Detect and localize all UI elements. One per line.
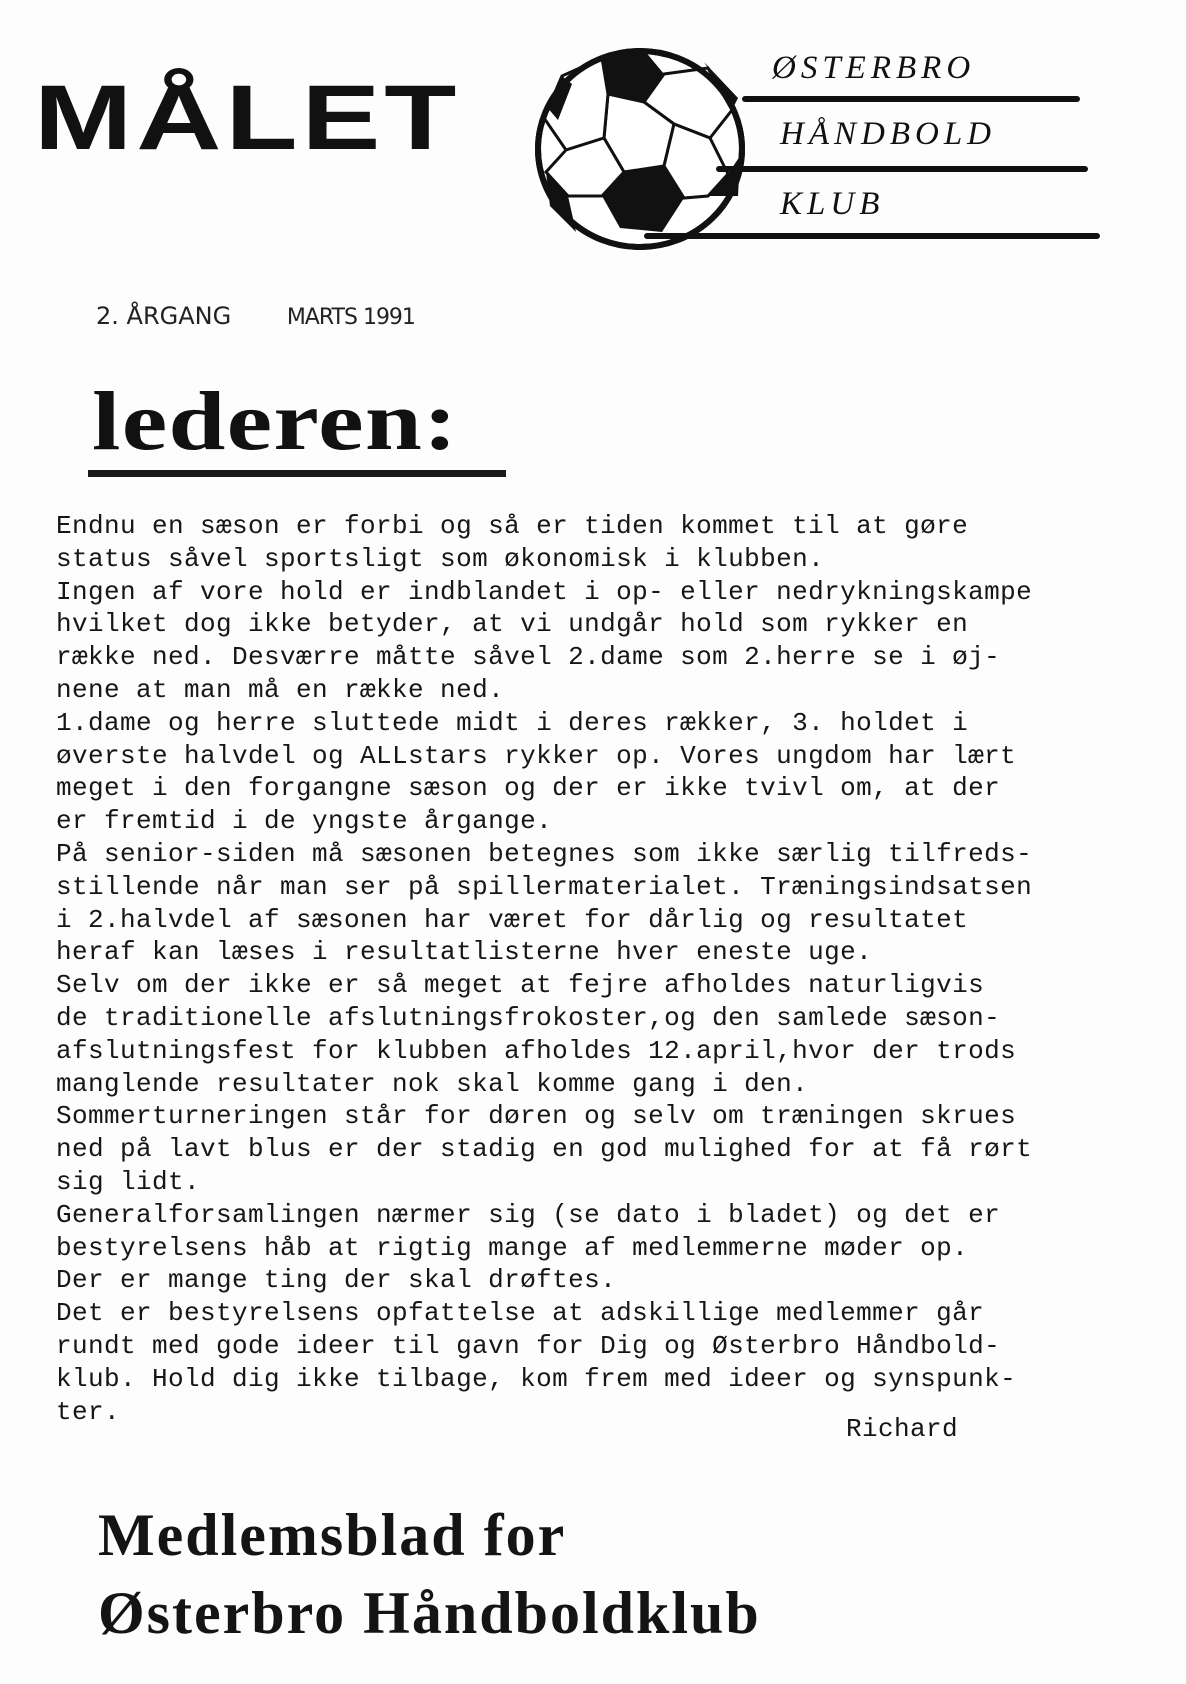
article-line: Der er mange ting der skal drøftes. — [56, 1265, 617, 1296]
club-name-line-3: KLUB — [780, 186, 885, 222]
masthead-title: MÅLET — [34, 66, 461, 170]
article-line: Sommerturneringen står for døren og selv om træningen skrues — [56, 1101, 1017, 1132]
article-line: status såvel sportsligt som økonomisk i klubben. — [56, 543, 825, 574]
article-line: er fremtid i de yngste årgange. — [56, 806, 553, 837]
article-line: ter. — [56, 1396, 121, 1427]
article-line: stillende når man ser på spillermaterialet. Træningsindsatsen — [56, 871, 1033, 902]
divider — [742, 96, 1080, 102]
club-name-block — [630, 50, 1110, 250]
article-body — [56, 510, 1146, 1428]
article-line: Selv om der ikke er så meget at fejre afholdes naturligvis — [56, 970, 985, 1001]
issue-date: MARTS 1991 — [286, 305, 415, 330]
article-line: sig lidt. — [56, 1166, 201, 1197]
club-name-line-2: HÅNDBOLD — [780, 116, 997, 152]
article-line: afslutningsfest for klubben afholdes 12.april,hvor der trods — [56, 1035, 1017, 1066]
article-line: nene at man må en række ned. — [56, 674, 505, 705]
article-line: 1.dame og herre sluttede midt i deres rækker, 3. holdet i — [56, 707, 969, 738]
article-line: ned på lavt blus er der stadig en god mulighed for at få rørt — [56, 1134, 1033, 1165]
footer-title — [98, 1496, 761, 1652]
article-line: Det er bestyrelsens opfattelse at adskillige medlemmer går — [56, 1298, 985, 1329]
article-line: i 2.halvdel af sæsonen har været for dårlig og resultatet — [56, 904, 969, 935]
article-heading: lederen: — [92, 375, 459, 468]
divider — [644, 233, 1100, 239]
article-signature: Richard — [846, 1414, 959, 1444]
article-line: rundt med gode ideer til gavn for Dig og Østerbro Håndbold- — [56, 1330, 1001, 1361]
article-line: klub. Hold dig ikke tilbage, kom frem med ideer og synspunk- — [56, 1363, 1017, 1394]
article-line: bestyrelsens håb at rigtig mange af medlemmerne møder op. — [56, 1232, 969, 1263]
issue-volume: 2. ÅRGANG — [96, 302, 232, 330]
footer-title-line-2: Østerbro Håndboldklub — [98, 1580, 761, 1646]
issue-info — [96, 302, 463, 330]
divider — [716, 166, 1088, 172]
article-line: række ned. Desværre måtte såvel 2.dame som 2.herre se i øj- — [56, 642, 1001, 673]
heading-underline — [88, 470, 506, 477]
footer-title-line-1: Medlemsblad for — [98, 1502, 567, 1568]
article-line: meget i den forgangne sæson og der er ikke tvivl om, at der — [56, 773, 1001, 804]
article-line: Ingen af vore hold er indblandet i op- eller nedrykningskampe — [56, 576, 1033, 607]
article-line: Endnu en sæson er forbi og så er tiden kommet til at gøre — [56, 511, 969, 541]
article-line: På senior-siden må sæsonen betegnes som ikke særlig tilfreds- — [56, 838, 1033, 869]
article-line: manglende resultater nok skal komme gang i den. — [56, 1068, 809, 1099]
article-line: de traditionelle afslutningsfrokoster,og den samlede sæson- — [56, 1002, 1001, 1033]
article-line: Generalforsamlingen nærmer sig (se dato i bladet) og det er — [56, 1199, 1001, 1230]
article-line: øverste halvdel og ALLstars rykker op. Vores ungdom har lært — [56, 740, 1017, 771]
club-name-line-1: ØSTERBRO — [772, 50, 976, 86]
article-line: heraf kan læses i resultatlisterne hver eneste uge. — [56, 937, 873, 968]
article-line: hvilket dog ikke betyder, at vi undgår hold som rykker en — [56, 609, 969, 640]
